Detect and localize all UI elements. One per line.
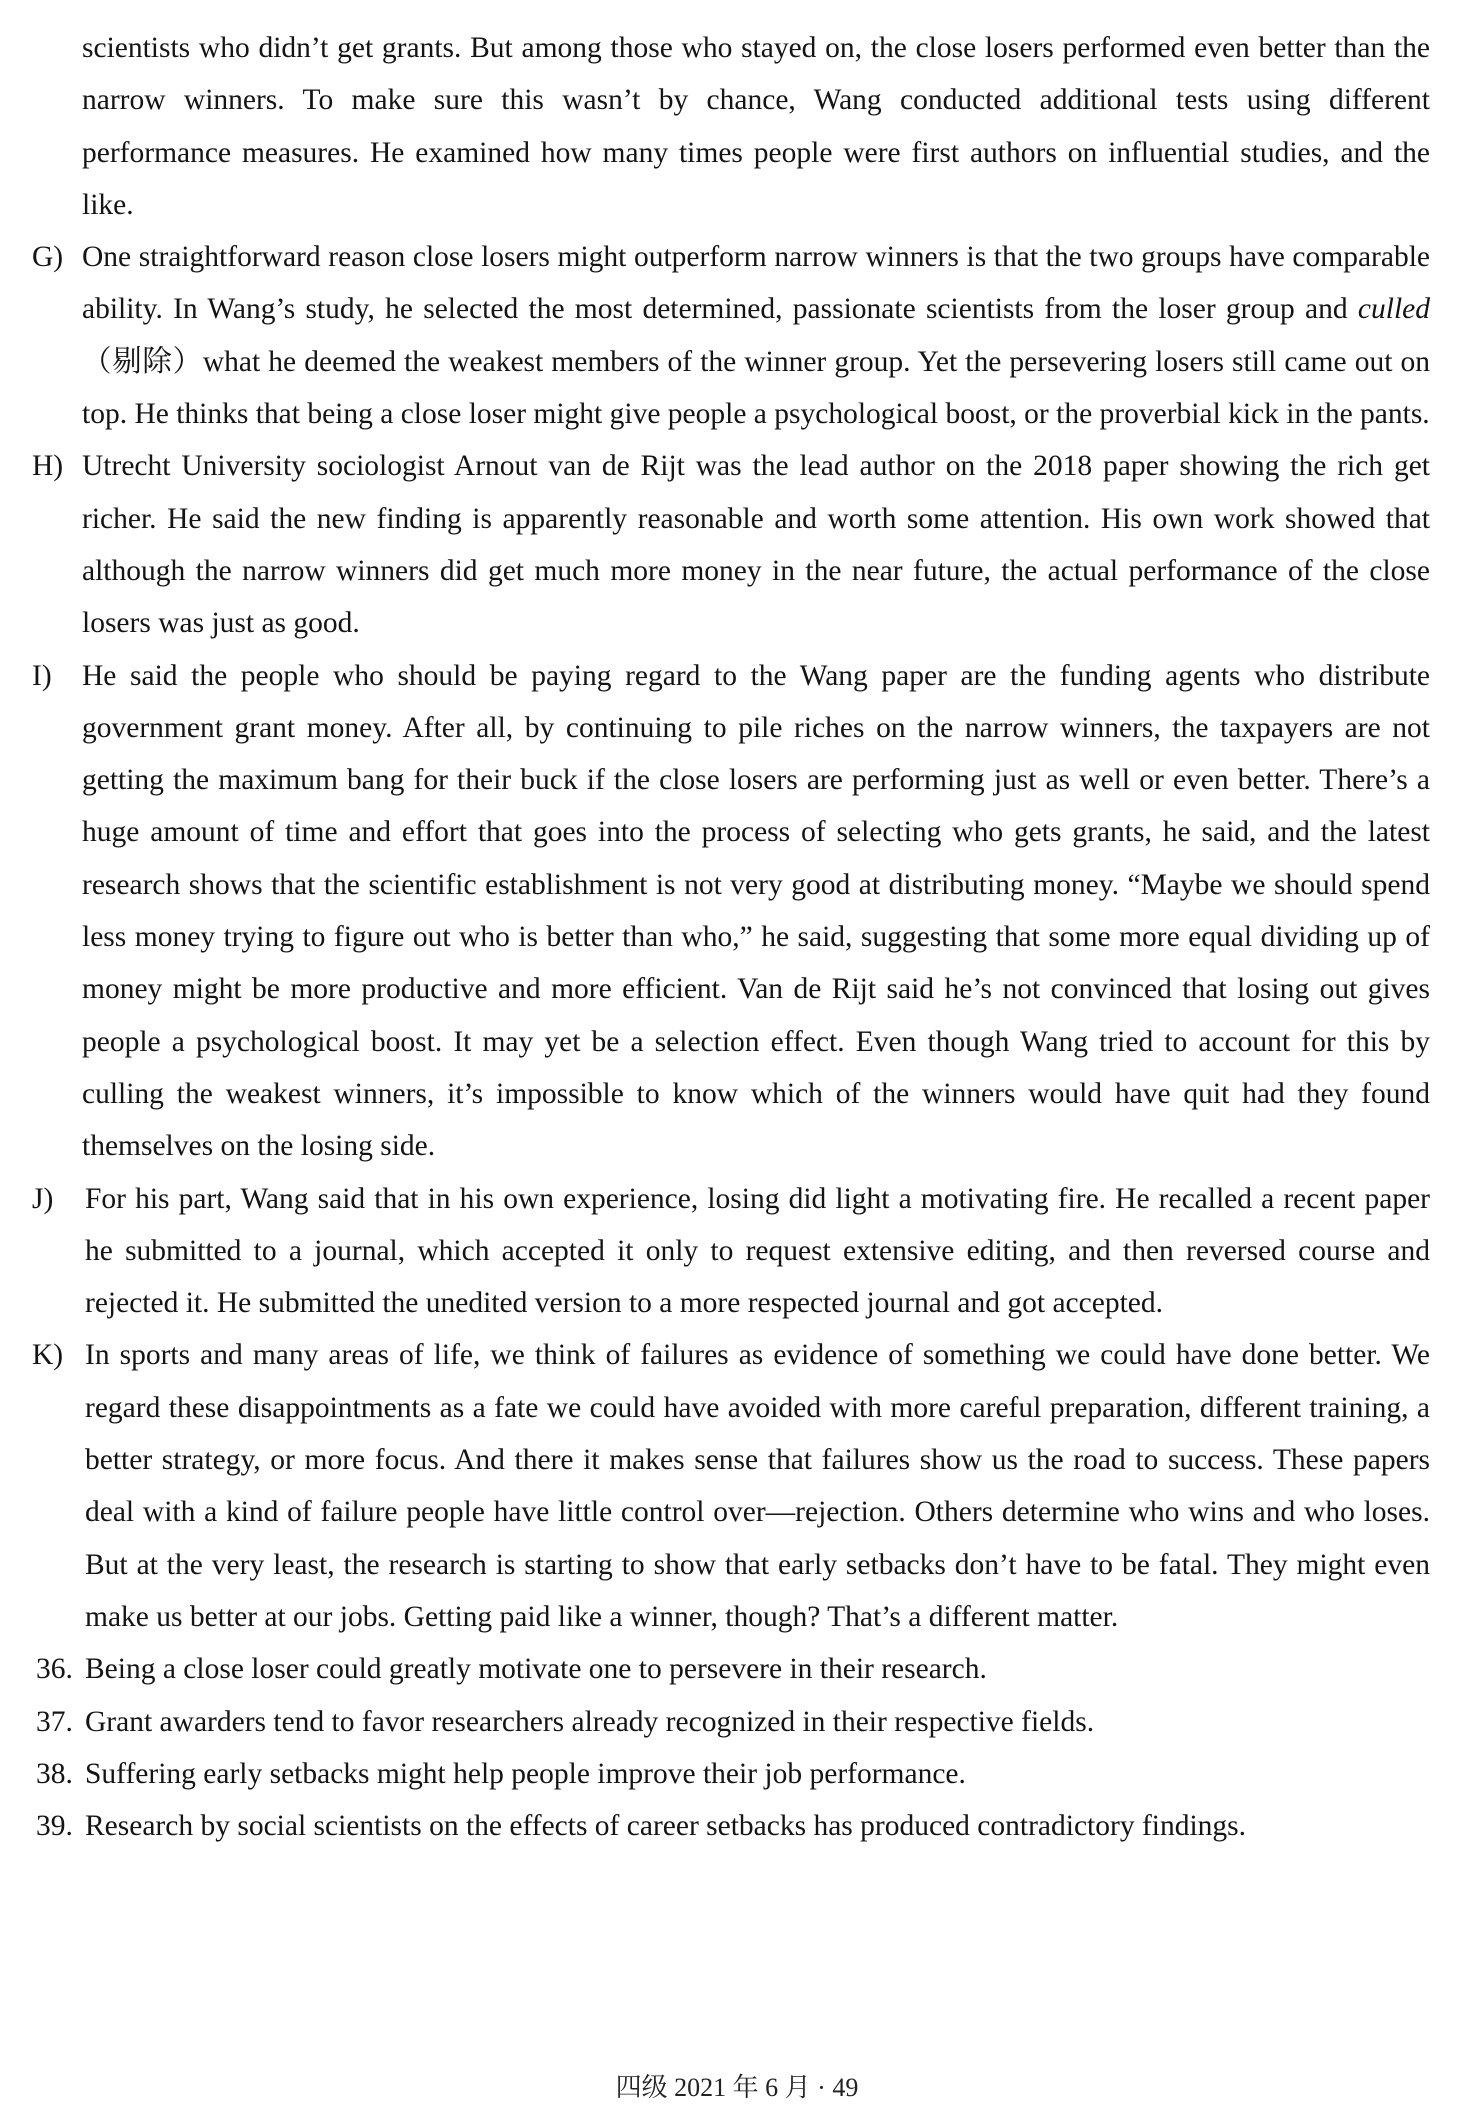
- emphasized-word: culled: [1357, 293, 1430, 326]
- paragraph-text: For his part, Wang said that in his own experience, losing did light a motivating fire. He recalled a recent paper he submitted to a journal, which accepted it only to request extensive editing, and then reversed course and rejected it. He submitted the unedited version to a more respected journal and got accepted.: [85, 1182, 1430, 1320]
- paragraph-label: I): [32, 659, 52, 692]
- paragraph-g: [32, 231, 1430, 440]
- paragraph-continuation: [32, 22, 1430, 231]
- question-37: [32, 1696, 1430, 1748]
- paragraph-label: J): [32, 1182, 54, 1215]
- question-39: [32, 1800, 1430, 1852]
- question-text: Being a close loser could greatly motivate one to persevere in their research.: [85, 1653, 987, 1686]
- paragraph-text: One straightforward reason close losers might outperform narrow winners is that the two groups have comparable ability. In Wang’s study, he selected the most determined, passionate scientists from the loser group and: [82, 241, 1430, 326]
- question-text: Grant awarders tend to favor researchers already recognized in their respective fields.: [85, 1705, 1095, 1738]
- paragraph-k: [32, 1329, 1430, 1643]
- paragraph-j: [32, 1173, 1430, 1330]
- paragraph-text: He said the people who should be paying regard to the Wang paper are the funding agents who distribute government grant money. After all, by continuing to pile riches on the narrow winners, the taxpayers are not getting the maximum bang for their buck if the close losers are performing just as well or even better. There’s a huge amount of time and effort that goes into the process of selecting who gets grants, he said, and the latest research shows that the scientific establishment is not very good at distributing money. “Maybe we should spend less money trying to figure out who is better than who,” he said, suggesting that some more equal dividing up of money might be more productive and more efficient. Van de Rijt said he’s not convinced that losing out gives people a psychological boost. It may yet be a selection effect. Even though Wang tried to account for this by culling the weakest winners, it’s impossible to know which of the winners would have quit had they found themselves on the losing side.: [82, 659, 1430, 1163]
- paragraph-i: [32, 650, 1430, 1173]
- page-footer: 四级 2021 年 6 月 · 49: [615, 2073, 859, 2102]
- question-number: 38.: [36, 1757, 73, 1790]
- question-number: 39.: [36, 1810, 73, 1843]
- paragraph-text: Utrecht University sociologist Arnout van de Rijt was the lead author on the 2018 paper showing the rich get richer. He said the new finding is apparently reasonable and worth some attention. His own work showed that although the narrow winners did get much more money in the near future, the actual performance of the close losers was just as good.: [82, 450, 1430, 640]
- paragraph-h: [32, 440, 1430, 649]
- paragraph-label: G): [32, 241, 64, 274]
- question-text: Research by social scientists on the effects of career setbacks has produced contradictory findings.: [85, 1810, 1247, 1843]
- question-38: [32, 1748, 1430, 1800]
- question-text: Suffering early setbacks might help people improve their job performance.: [85, 1757, 966, 1790]
- paragraph-text: scientists who didn’t get grants. But among those who stayed on, the close losers performed even better than the narrow winners. To make sure this wasn’t by chance, Wang conducted additional tests using different performance measures. He examined how many times people were first authors on influential studies, and the like.: [82, 32, 1430, 221]
- paragraph-label: K): [32, 1339, 64, 1372]
- paragraph-text: what he deemed the weakest members of the winner group. Yet the persevering losers still came out on top. He thinks that being a close loser might give people a psychological boost, or the proverbial kick in the pants.: [82, 345, 1430, 431]
- question-number: 36.: [36, 1653, 73, 1686]
- paragraph-text: In sports and many areas of life, we think of failures as evidence of something we could have done better. We regard these disappointments as a fate we could have avoided with more careful preparation, different training, a better strategy, or more focus. And there it makes sense that failures show us the road to success. These papers deal with a kind of failure people have little control over—rejection. Others determine who wins and who loses. But at the very least, the research is starting to show that early setbacks don’t have to be fatal. They might even make us better at our jobs. Getting paid like a winner, though? That’s a different matter.: [85, 1339, 1430, 1633]
- question-number: 37.: [36, 1705, 73, 1738]
- paragraph-label: H): [32, 450, 64, 483]
- question-36: [32, 1643, 1430, 1695]
- chinese-gloss: （剔除）: [82, 345, 203, 378]
